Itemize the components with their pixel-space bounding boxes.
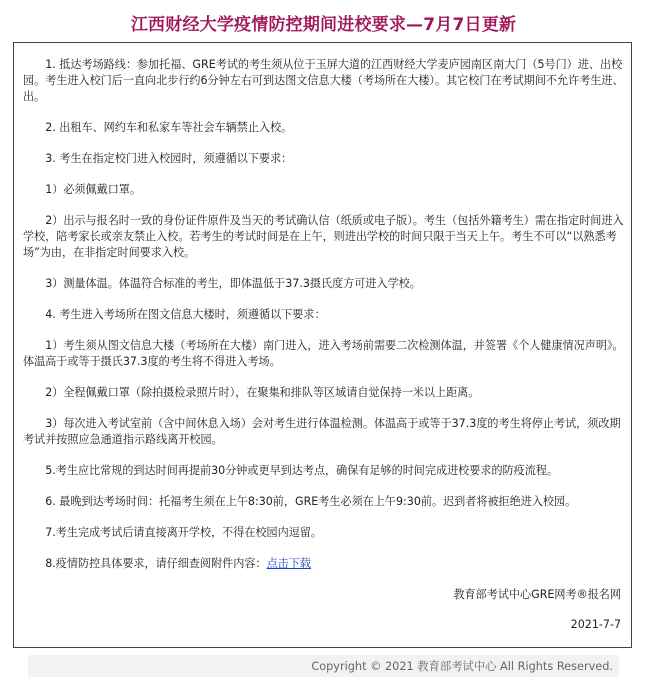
- notice-item-gate-requirements: 3. 考生在指定校门进入校园时，须遵循以下要求：: [45, 152, 293, 165]
- notice-item-room-check: 3）每次进入考试室前（含中间休息入场）会对考生进行体温检测。体温高于或等于37.3度的考生将停止考试，须改期考试并按照应急通道指示路线离开校园。: [23, 417, 621, 446]
- notice-item-mask: 1）必须佩戴口罩。: [45, 183, 141, 196]
- notice-item-leave-campus: 7.考生完成考试后请直接离开学校，不得在校园内逗留。: [45, 526, 323, 539]
- notice-item-south-entrance: 1）考生须从图文信息大楼（考场所在大楼）南门进入，进入考场前需要二次检测体温，并签署《个人健康情况声明》。体温高于或等于摄氏37.3度的考生将不得进入考场。: [23, 339, 624, 368]
- signature: 教育部考试中心GRE网考®报名网: [453, 588, 621, 601]
- notice-item-id-documents: 2）出示与报名时一致的身份证件原件及当天的考试确认信（纸质或电子版）。考生（包括外籍考生）需在指定时间进入学校，陪考家长或亲友禁止入校。若考生的考试时间是在上午，则进出学校的时间只限于当天上午。考生不可以“以熟悉考场”为由，在非指定时间要求入校。: [23, 214, 624, 259]
- notice-item-distance: 2）全程佩戴口罩（除拍摄检录照片时），在聚集和排队等区域请自觉保持一米以上距离。: [45, 386, 480, 399]
- attachment-text: 8.疫情防控具体要求，请仔细查阅附件内容：: [45, 557, 267, 570]
- notice-item-latest-arrival: 6. 最晚到达考场时间：托福考生须在上午8:30前，GRE考生必须在上午9:30前。迟到者将被拒绝进入校园。: [45, 495, 577, 508]
- notice-item-arrive-early: 5.考生应比常规的到达时间再提前30分钟或更早到达考点，确保有足够的时间完成进校要求的防疫流程。: [45, 464, 559, 477]
- page-title: 江西财经大学疫情防控期间进校要求—7月7日更新: [130, 15, 517, 35]
- footer: [28, 655, 619, 677]
- download-link[interactable]: 点击下载: [266, 557, 311, 570]
- notice-item-building-requirements: 4. 考生进入考场所在图文信息大楼时，须遵循以下要求：: [45, 308, 326, 321]
- notice-item-temperature: 3）测量体温。体温符合标准的考生，即体温低于37.3摄氏度方可进入学校。: [45, 277, 421, 290]
- notice-item-attachment: [23, 556, 627, 572]
- copyright-text: Copyright © 2021 教育部考试中心 All Rights Reserved.: [311, 660, 613, 673]
- notice-item-route: 1. 抵达考场路线：参加托福、GRE考试的考生须从位于玉屏大道的江西财经大学麦庐园南区南大门（5号门）进、出校园。考生进入校门后一直向北步行约6分钟左右可到达图文信息大楼（考场所在大楼）。其它校门在考试期间不允许考生进、出。: [23, 58, 624, 103]
- notice-content: [13, 42, 632, 648]
- publish-date: 2021-7-7: [570, 618, 621, 631]
- notice-item-vehicles: 2. 出租车、网约车和私家车等社会车辆禁止入校。: [45, 121, 293, 134]
